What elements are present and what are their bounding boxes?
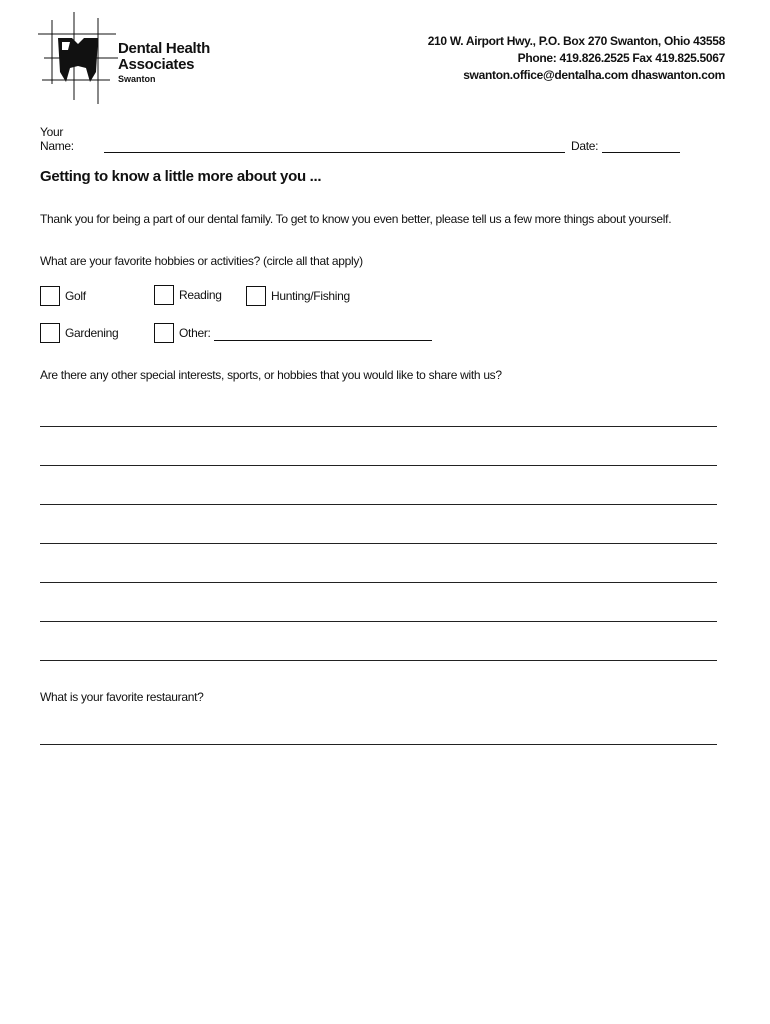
answer-line[interactable] <box>40 660 717 661</box>
tooth-logo-icon <box>38 12 118 104</box>
option-gardening[interactable] <box>40 323 118 343</box>
answer-line[interactable] <box>40 543 717 544</box>
checkbox-hunting-fishing[interactable] <box>246 286 266 306</box>
option-gardening-label: Gardening <box>65 326 119 340</box>
logo-name-line1: Dental Health <box>118 40 210 57</box>
checkbox-other[interactable] <box>154 323 174 343</box>
option-golf[interactable] <box>40 286 86 306</box>
option-other-label: Other: <box>179 326 211 340</box>
section-title: Getting to know a little more about you ... <box>40 168 322 185</box>
restaurant-answer-line[interactable] <box>40 744 717 745</box>
other-field[interactable] <box>214 329 432 341</box>
option-reading[interactable] <box>154 285 222 305</box>
other-interests-question: Are there any other special interests, sports, or hobbies that you would like to share with us? <box>40 368 502 382</box>
answer-line[interactable] <box>40 465 717 466</box>
checkbox-reading[interactable] <box>154 285 174 305</box>
practice-email-web: swanton.office@dentalha.com dhaswanton.com <box>463 68 725 82</box>
option-hunting-fishing[interactable] <box>246 286 350 306</box>
answer-line[interactable] <box>40 582 717 583</box>
logo-location: Swanton <box>118 74 156 84</box>
date-field[interactable] <box>602 141 680 153</box>
name-field[interactable] <box>104 141 565 153</box>
option-hunting-fishing-label: Hunting/Fishing <box>271 289 350 303</box>
answer-line[interactable] <box>40 621 717 622</box>
option-reading-label: Reading <box>179 288 222 302</box>
practice-logo <box>38 12 218 104</box>
practice-contact-info <box>428 33 725 84</box>
answer-line[interactable] <box>40 504 717 505</box>
logo-name-line2: Associates <box>118 56 195 73</box>
practice-address: 210 W. Airport Hwy., P.O. Box 270 Swanton, Ohio 43558 <box>427 34 725 48</box>
name-label: Your Name: <box>40 125 74 153</box>
checkbox-golf[interactable] <box>40 286 60 306</box>
restaurant-question: What is your favorite restaurant? <box>40 690 204 704</box>
name-date-row <box>40 125 680 153</box>
answer-line[interactable] <box>40 426 717 427</box>
option-golf-label: Golf <box>65 289 86 303</box>
hobbies-question: What are your favorite hobbies or activities? (circle all that apply) <box>40 254 363 268</box>
intro-text: Thank you for being a part of our dental family. To get to know you even better, please tell us a few more things about yourself. <box>40 212 672 226</box>
checkbox-gardening[interactable] <box>40 323 60 343</box>
practice-phone-fax: Phone: 419.826.2525 Fax 419.825.5067 <box>517 51 725 65</box>
option-other[interactable] <box>154 323 432 343</box>
date-label: Date: <box>570 139 599 153</box>
